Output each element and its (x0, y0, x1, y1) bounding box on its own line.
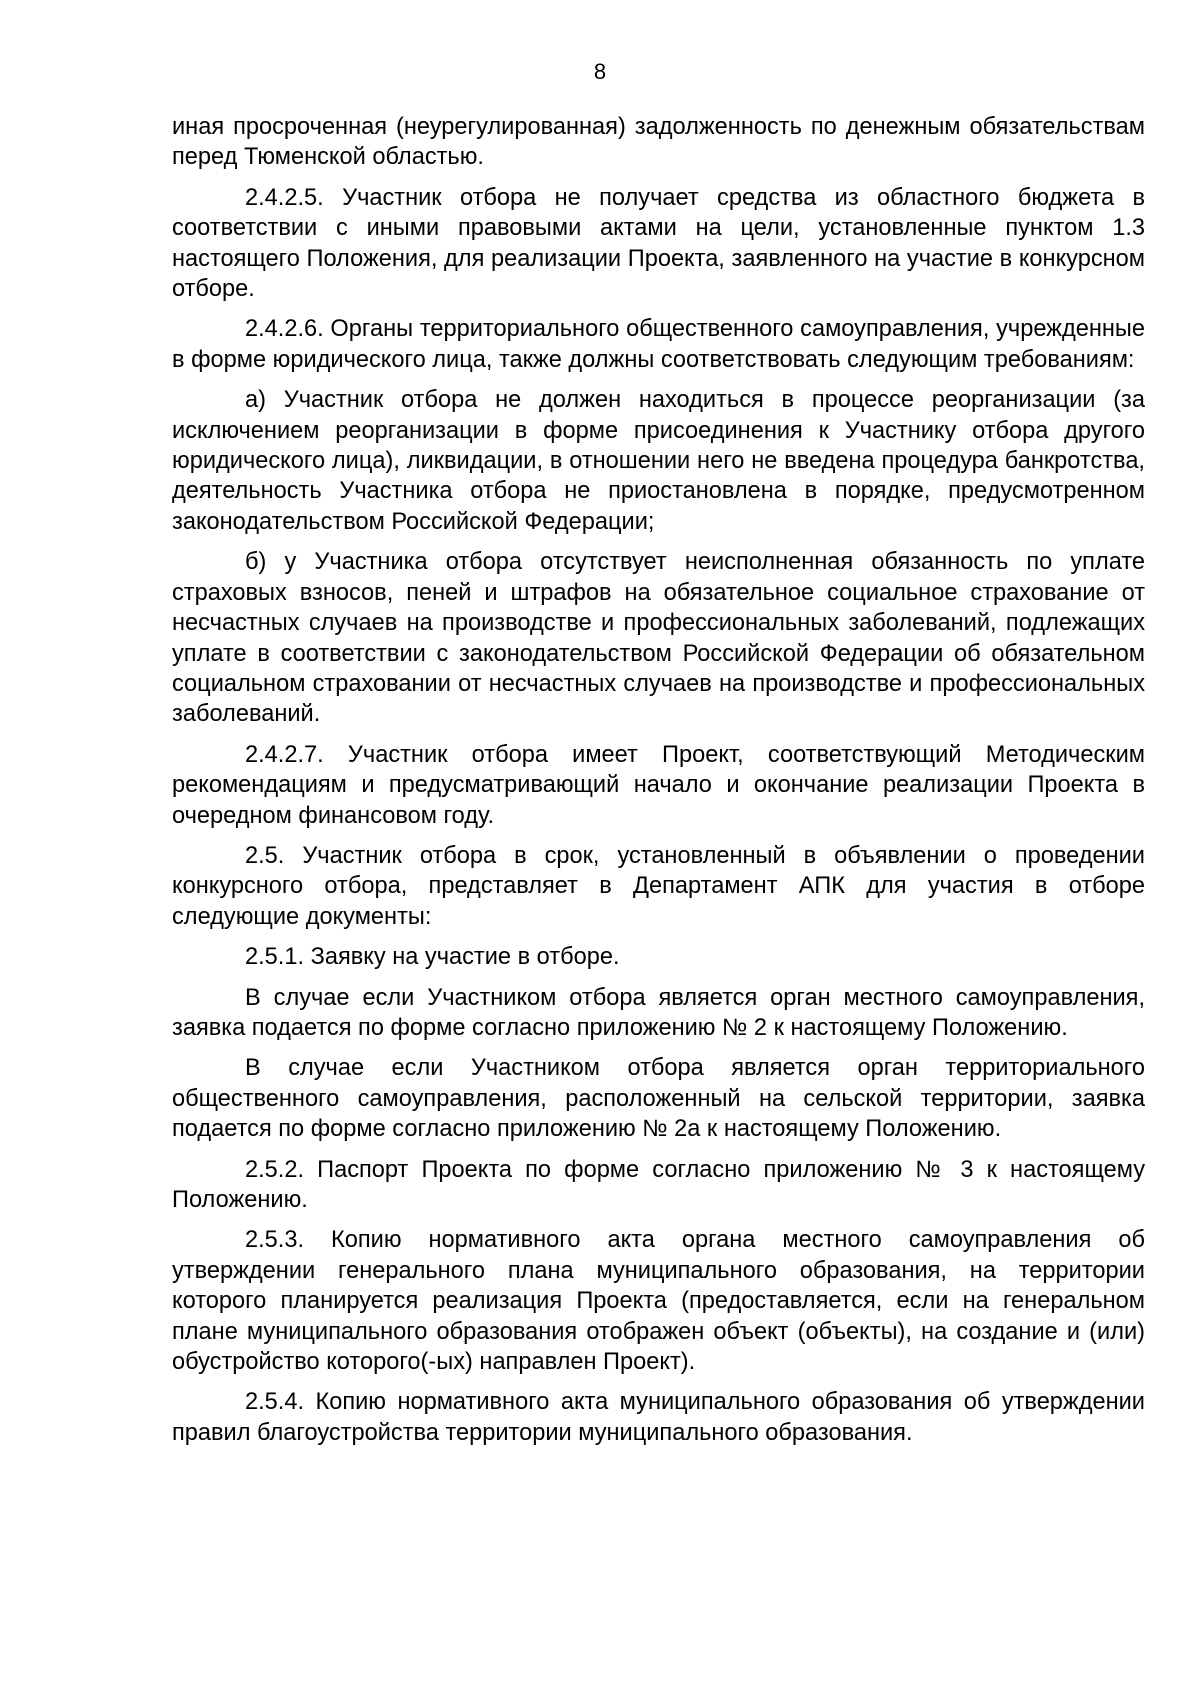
paragraph-2-5-4: 2.5.4. Копию нормативного акта муниципального образования об утверждении правил благоустройства территории муниципального образования. (172, 1389, 1145, 1446)
paragraph-item-b: б) у Участника отбора отсутствует неисполненная обязанность по уплате страховых взносов, пеней и штрафов на обязательное социальное страхование от несчастных случаев на производстве и профессиональных заболеваний, подлежащих уплате в соответствии с законодательством Российской Федерации об обязательном социальном страховании от несчастных случаев на производстве и профессиональных заболеваний. (172, 549, 1145, 728)
paragraph-2-4-2-6: 2.4.2.6. Органы территориального общественного самоуправления, учрежденные в форме юридического лица, также должны соответствовать следующим требованиям: (172, 316, 1145, 373)
paragraph-territorial-self-government-case: В случае если Участником отбора является орган территориального общественного самоуправления, расположенный на сельской территории, заявка подается по форме согласно приложению № 2а к настоящему Положению. (172, 1055, 1145, 1143)
document-body (172, 112, 1145, 1458)
paragraph-2-5-2: 2.5.2. Паспорт Проекта по форме согласно приложению № 3 к настоящему Положению. (172, 1156, 1145, 1213)
paragraph-local-government-case: В случае если Участником отбора является орган местного самоуправления, заявка подается по форме согласно приложению № 2 к настоящему Положению. (172, 984, 1145, 1041)
paragraph-2-5: 2.5. Участник отбора в срок, установленный в объявлении о проведении конкурсного отбора, представляет в Департамент АПК для участия в отборе следующие документы: (172, 842, 1145, 930)
page-number: 8 (593, 59, 607, 84)
paragraph-continuation: иная просроченная (неурегулированная) задолженность по денежным обязательствам перед Тюменской областью. (172, 114, 1145, 171)
paragraph-2-4-2-5: 2.4.2.5. Участник отбора не получает средства из областного бюджета в соответствии с иными правовыми актами на цели, установленные пунктом 1.3 настоящего Положения, для реализации Проекта, заявленного на участие в конкурсном отборе. (172, 184, 1145, 303)
paragraph-2-5-1: 2.5.1. Заявку на участие в отборе. (245, 944, 620, 971)
paragraph-item-a: а) Участник отбора не должен находиться в процессе реорганизации (за исключением реорганизации в форме присоединения к Участнику отбора другого юридического лица), ликвидации, в отношении него не введена процедура банкротства, деятельность Участника отбора не приостановлена в порядке, предусмотренном законодательством Российской Федерации; (172, 387, 1145, 535)
paragraph-2-4-2-7: 2.4.2.7. Участник отбора имеет Проект, соответствующий Методическим рекомендациям и предусматривающий начало и окончание реализации Проекта в очередном финансовом году. (172, 741, 1145, 829)
paragraph-2-5-3: 2.5.3. Копию нормативного акта органа местного самоуправления об утверждении генерального плана муниципального образования, на территории которого планируется реализация Проекта (предоставляется, если на генеральном плане муниципального образования отображен объект (объекты), на создание и (или) обустройство которого(-ых) направлен Проект). (172, 1227, 1145, 1376)
